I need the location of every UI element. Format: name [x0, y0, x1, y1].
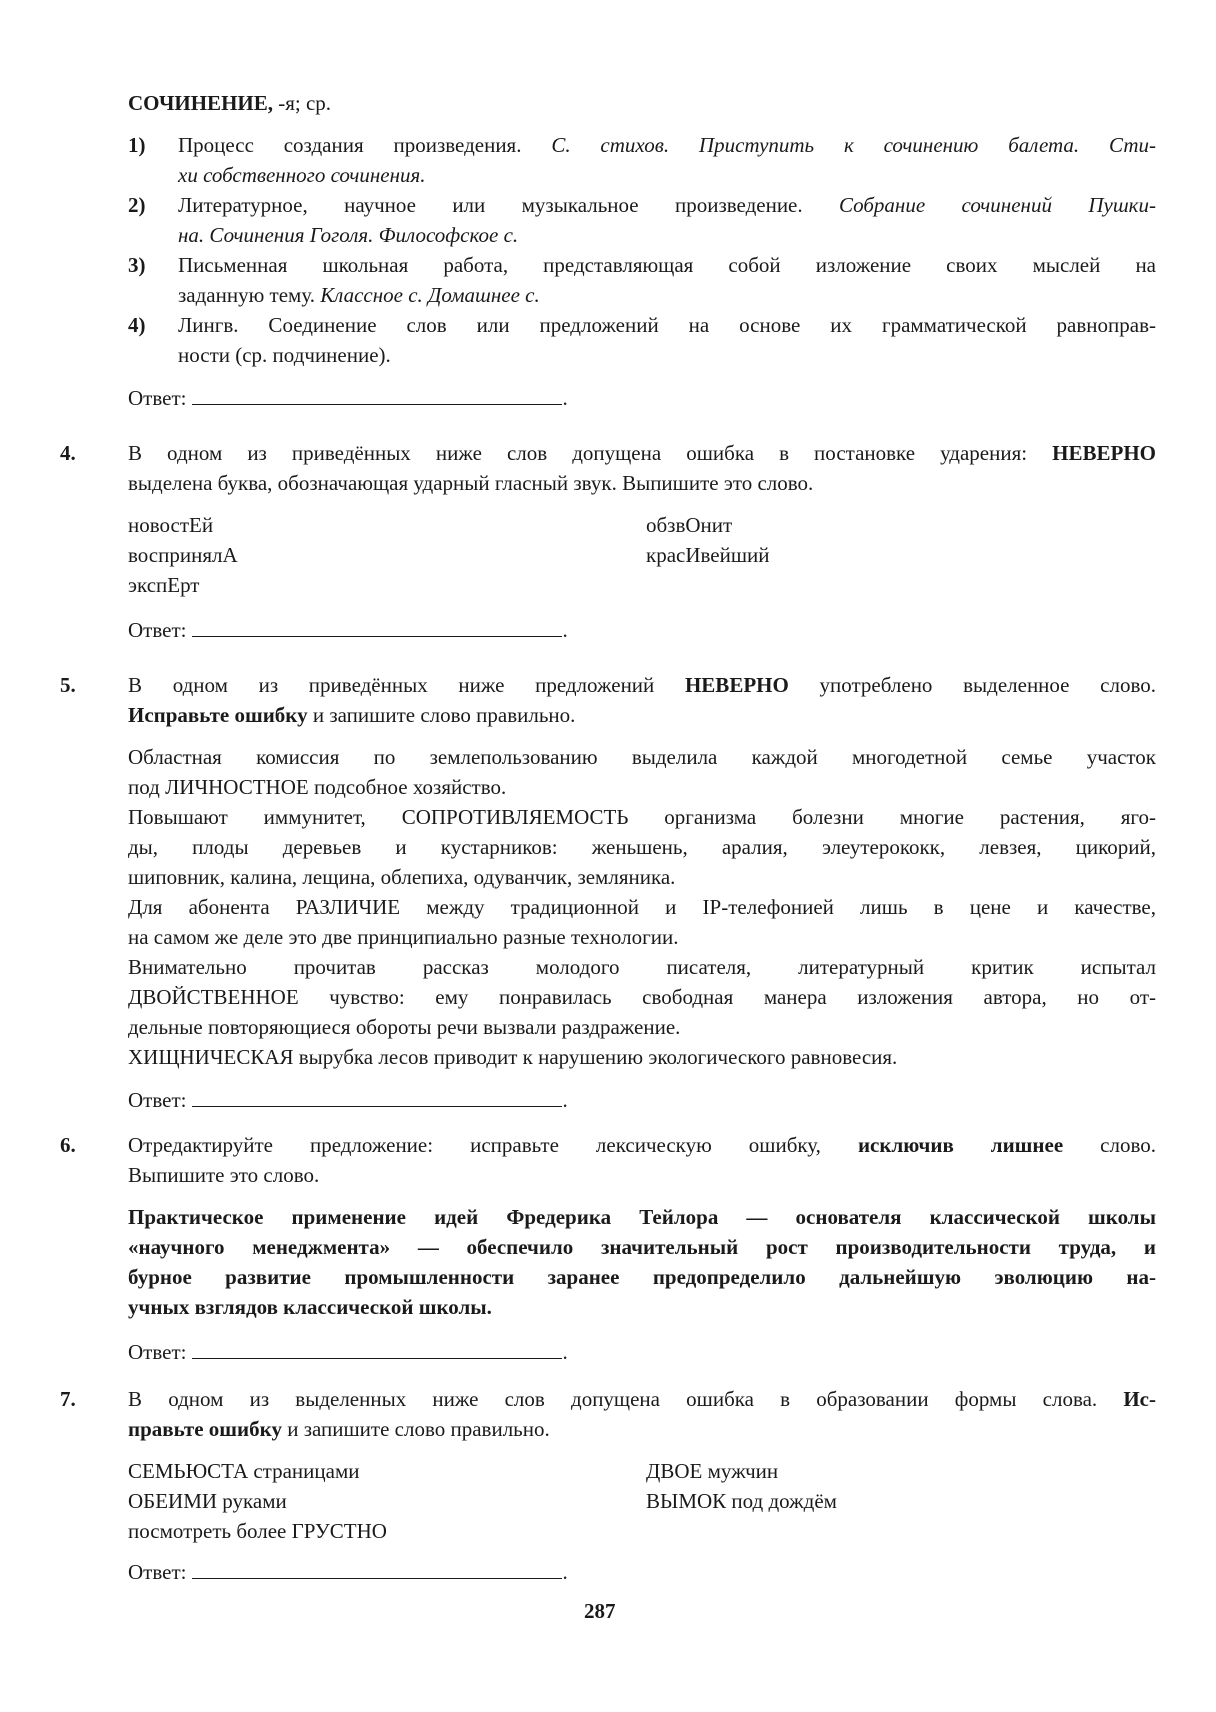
meaning-example: хи собственного сочинения.: [178, 163, 426, 187]
q5-sentence-line: ды, плоды деревьев и кустарников: женьшень, аралия, элеутерококк, левзея, цикорий,: [128, 835, 1156, 859]
q7-emphasis: Ис-: [1123, 1387, 1156, 1411]
answer-line: [128, 1084, 568, 1115]
answer-dot: .: [562, 1340, 568, 1364]
q6-text: слово.: [1063, 1133, 1156, 1157]
word-option: ВЫМОК под дождём: [646, 1489, 837, 1513]
q6-sentence-line: Практическое применение идей Фредерика Тейлора — основателя классической школы: [128, 1205, 1156, 1229]
q5-line-2: [128, 700, 575, 730]
meaning-text: Процесс создания произведения.: [178, 133, 552, 157]
headword-grammar: -я; ср.: [273, 91, 332, 115]
q6-sentence-line: учных взглядов классической школы.: [128, 1295, 492, 1319]
meaning-example: С. стихов. Приступить к сочинению балета. Сти-: [551, 133, 1156, 157]
meaning-4-line-1: [178, 310, 1156, 340]
meaning-3-line-1: [178, 250, 1156, 280]
meaning-text: Письменная школьная работа, представляющая собой изложение своих мыслей на: [178, 253, 1156, 277]
q6-line-2: Выпишите это слово.: [128, 1163, 320, 1187]
q4-text: В одном из приведённых ниже слов допущена ошибка в постановке ударения:: [128, 441, 1053, 465]
meaning-example: на. Сочинения Гоголя. Философское с.: [178, 223, 519, 247]
q5-sentence-line: Областная комиссия по землепользованию выделила каждой многодетной семье участок: [128, 745, 1156, 769]
answer-line: [128, 1556, 568, 1587]
q5-sentence-line: Для абонента РАЗЛИЧИЕ между традиционной и IP-телефонией лишь в цене и качестве,: [128, 895, 1156, 919]
meaning-number: 3): [128, 253, 146, 277]
answer-label: Ответ:: [128, 386, 187, 410]
meaning-2-line-1: [178, 190, 1156, 220]
meaning-text: ности (ср. подчинение).: [178, 343, 391, 367]
q7-line-2: [128, 1414, 550, 1444]
answer-label: Ответ:: [128, 1340, 187, 1364]
question-number: 4.: [60, 441, 76, 465]
q6-emphasis: исключив лишнее: [857, 1133, 1064, 1157]
answer-label: Ответ:: [128, 1088, 187, 1112]
word-option: новостЕй: [128, 513, 214, 537]
meaning-text: заданную тему.: [178, 283, 321, 307]
word-option: СЕМЬЮСТА страницами: [128, 1459, 360, 1483]
answer-blank[interactable]: [192, 1556, 562, 1579]
q7-line-1: [128, 1384, 1156, 1414]
answer-dot: .: [562, 618, 568, 642]
q5-emphasis: Исправьте ошибку: [128, 703, 308, 727]
meaning-1-line-1: [178, 130, 1156, 160]
answer-label: Ответ:: [128, 1560, 187, 1584]
meaning-text: Лингв. Соединение слов или предложений на основе их грамматической равноправ-: [178, 313, 1156, 337]
word-option: ОБЕИМИ руками: [128, 1489, 287, 1513]
q5-sentence-line: ХИЩНИЧЕСКАЯ вырубка лесов приводит к нарушению экологического равновесия.: [128, 1045, 898, 1069]
q7-text: В одном из выделенных ниже слов допущена ошибка в образовании формы слова.: [128, 1387, 1124, 1411]
word-option: обзвОнит: [646, 513, 733, 537]
answer-blank[interactable]: [192, 614, 562, 637]
answer-dot: .: [562, 386, 568, 410]
headword: СОЧИНЕНИЕ,: [128, 91, 273, 115]
meaning-3-line-2: [178, 280, 540, 310]
q5-line-1: [128, 670, 1156, 700]
q6-sentence-line: «научного менеджмента» — обеспечило значительный рост производительности труда, и: [128, 1235, 1156, 1259]
meaning-example: Собрание сочинений Пушки-: [839, 193, 1156, 217]
meaning-text: Литературное, научное или музыкальное произведение.: [178, 193, 839, 217]
q5-text: и запишите слово правильно.: [307, 703, 576, 727]
meaning-2-line-2: [178, 220, 518, 250]
meaning-number: 4): [128, 313, 146, 337]
answer-line: [128, 382, 568, 413]
question-number: 6.: [60, 1133, 76, 1157]
word-option: красИвейший: [646, 543, 770, 567]
answer-blank[interactable]: [192, 1336, 562, 1359]
dictionary-headword-line: [128, 88, 331, 118]
q6-line-1: [128, 1130, 1156, 1160]
answer-blank[interactable]: [192, 1084, 562, 1107]
q5-sentence-line: шиповник, калина, лещина, облепиха, одуванчик, земляника.: [128, 865, 676, 889]
q7-emphasis: правьте ошибку: [128, 1417, 282, 1441]
answer-line: [128, 614, 568, 645]
meaning-example: Классное с. Домашнее с.: [320, 283, 540, 307]
q5-sentence-line: на самом же деле это две принципиально разные технологии.: [128, 925, 679, 949]
q5-sentence-line: под ЛИЧНОСТНОЕ подсобное хозяйство.: [128, 775, 507, 799]
answer-blank[interactable]: [192, 382, 562, 405]
meaning-1-line-2: [178, 160, 426, 190]
word-option: воспринялА: [128, 543, 238, 567]
word-option: посмотреть более ГРУСТНО: [128, 1519, 387, 1543]
q5-sentence-line: Внимательно прочитав рассказ молодого писателя, литературный критик испытал: [128, 955, 1156, 979]
q6-sentence-line: бурное развитие промышленности заранее предопределило дальнейшую эволюцию на-: [128, 1265, 1156, 1289]
q4-line-2: выделена буква, обозначающая ударный гласный звук. Выпишите это слово.: [128, 471, 814, 495]
answer-line: [128, 1336, 568, 1367]
q5-text: В одном из приведённых ниже предложений: [128, 673, 685, 697]
q5-text: употреблено выделенное слово.: [788, 673, 1156, 697]
q7-text: и запишите слово правильно.: [281, 1417, 550, 1441]
q5-sentence-line: ДВОЙСТВЕННОЕ чувство: ему понравилась свободная манера изложения автора, но от-: [128, 985, 1156, 1009]
answer-dot: .: [562, 1088, 568, 1112]
q5-sentence-line: Повышают иммунитет, СОПРОТИВЛЯЕМОСТЬ организма болезни многие растения, яго-: [128, 805, 1156, 829]
q4-emphasis: НЕВЕРНО: [1052, 441, 1156, 465]
answer-dot: .: [562, 1560, 568, 1584]
question-number: 7.: [60, 1387, 76, 1411]
q5-emphasis: НЕВЕРНО: [684, 673, 789, 697]
word-option: экспЕрт: [128, 573, 200, 597]
answer-label: Ответ:: [128, 618, 187, 642]
meaning-number: 2): [128, 193, 146, 217]
q6-text: Отредактируйте предложение: исправьте лексическую ошибку,: [128, 1133, 858, 1157]
question-number: 5.: [60, 673, 76, 697]
meaning-number: 1): [128, 133, 146, 157]
q5-sentence-line: дельные повторяющиеся обороты речи вызвали раздражение.: [128, 1015, 681, 1039]
page-number: 287: [584, 1599, 616, 1623]
q4-line-1: [128, 438, 1156, 468]
meaning-4-line-2: [178, 340, 391, 370]
word-option: ДВОЕ мужчин: [646, 1459, 779, 1483]
